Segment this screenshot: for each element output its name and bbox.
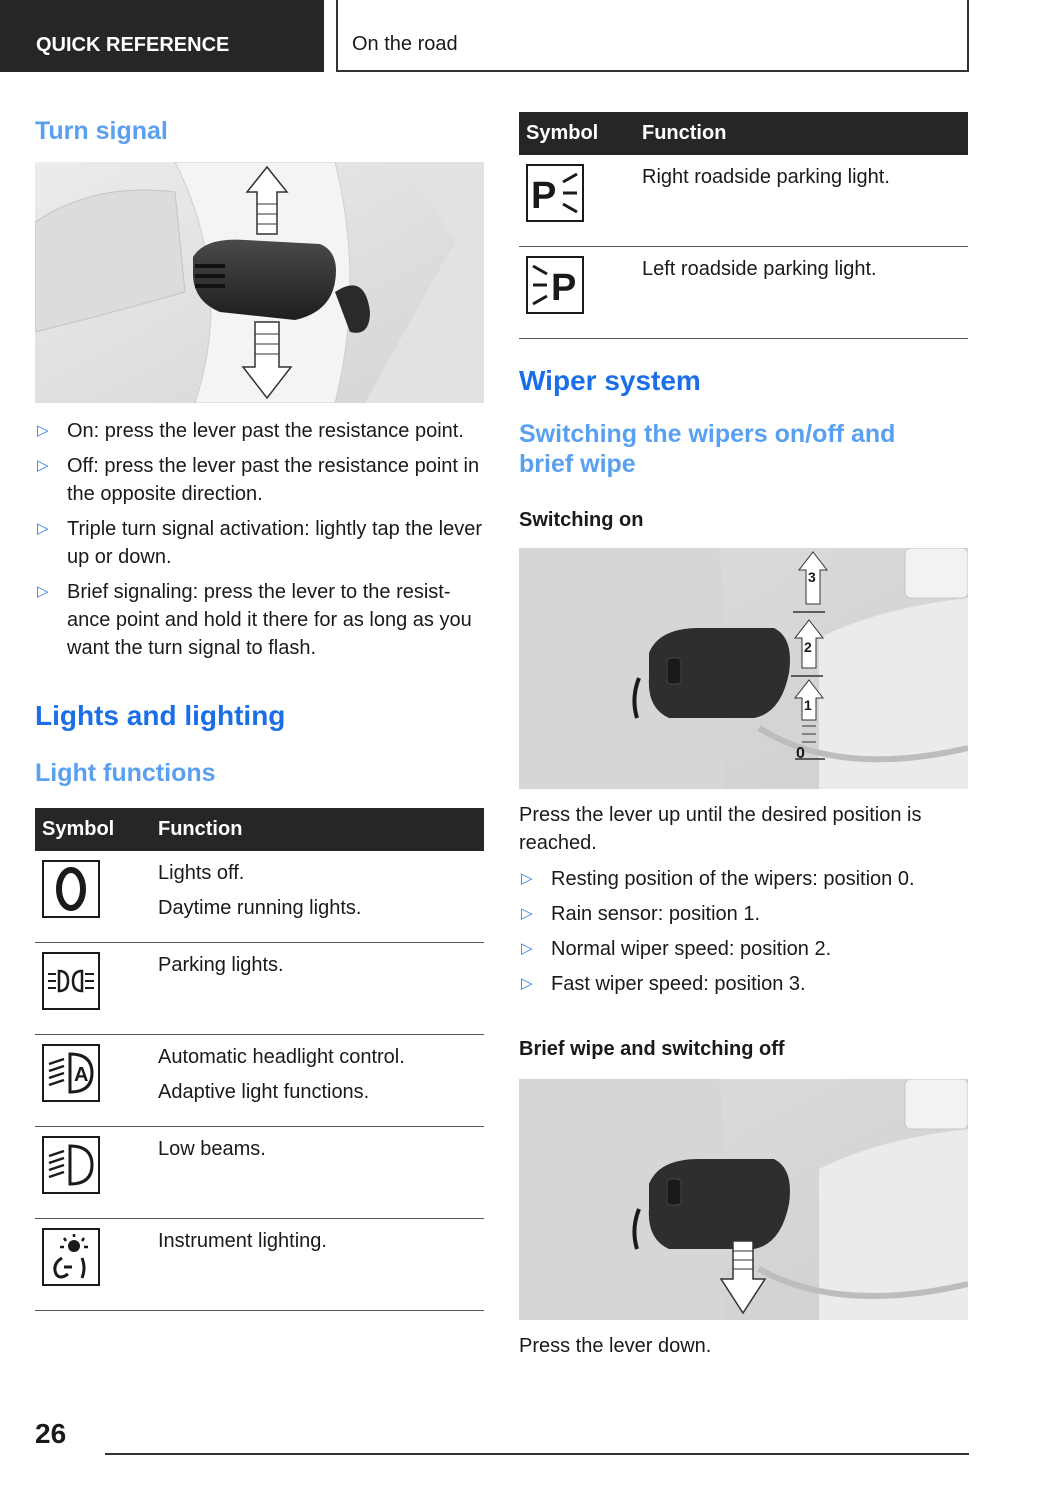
list-item: ▷ Normal wiper speed: position 2. xyxy=(521,938,832,960)
table-row: Low beams. xyxy=(35,1127,484,1219)
column-header-function: Function xyxy=(642,112,968,155)
low-beams-icon xyxy=(42,1136,100,1194)
list-item: ▷ On: press the lever past the resistance point. xyxy=(37,420,464,442)
bullet-triangle-icon: ▷ xyxy=(521,870,533,887)
bullet-triangle-icon: ▷ xyxy=(37,583,49,600)
bullet-triangle-icon: ▷ xyxy=(37,422,49,439)
list-item: ▷ Off: press the lever past the resistance point in the opposite direction. xyxy=(37,455,480,505)
bullet-triangle-icon: ▷ xyxy=(521,940,533,957)
wiper-position-1-label: 1 xyxy=(804,697,812,713)
right-parking-light-icon xyxy=(526,164,584,222)
brief-wipe-text: Press the lever down. xyxy=(519,1335,712,1357)
page-number: 26 xyxy=(35,1418,67,1449)
turn-signal-illustration xyxy=(35,162,484,403)
left-parking-light-icon xyxy=(526,256,584,314)
header-section-tab xyxy=(0,0,324,72)
lights-off-icon xyxy=(42,860,100,918)
switching-on-intro: Press the lever up until the desired position is reached. xyxy=(519,804,922,854)
table-row: Instrument lighting. xyxy=(35,1219,484,1311)
column-header-symbol: Symbol xyxy=(35,808,158,851)
list-item: ▷ Fast wiper speed: position 3. xyxy=(521,973,806,995)
table-row: A Automatic headlight control. Adaptive light functions. xyxy=(35,1035,484,1127)
column-header-symbol: Symbol xyxy=(519,112,642,155)
wiper-position-2-label: 2 xyxy=(804,639,812,655)
table-row: P Right roadside parking light. xyxy=(519,155,968,247)
wiper-brief-wipe-illustration xyxy=(519,1079,968,1320)
switching-on-bullets xyxy=(519,865,968,998)
bullet-triangle-icon: ▷ xyxy=(37,520,49,537)
wiper-switching-on-illustration xyxy=(519,548,968,789)
header-chapter-box xyxy=(336,0,969,72)
wiper-position-3-label: 3 xyxy=(808,569,816,585)
table-row: Parking lights. xyxy=(35,943,484,1035)
svg-text:P: P xyxy=(551,267,577,308)
brief-wipe-heading: Brief wipe and switching off xyxy=(519,1038,785,1060)
light-functions-heading: Light functions xyxy=(35,759,216,787)
list-item: ▷ Rain sensor: position 1. xyxy=(521,903,761,925)
svg-text:A: A xyxy=(74,1064,89,1086)
left-column xyxy=(35,112,484,1311)
switching-on-heading: Switching on xyxy=(519,509,644,531)
bullet-triangle-icon: ▷ xyxy=(521,975,533,992)
list-item: ▷ Brief signaling: press the lever to the resistance point and hold it there for as long as you want the turn signal to flash. xyxy=(37,581,472,659)
turn-signal-heading: Turn signal xyxy=(35,117,168,145)
bullet-triangle-icon: ▷ xyxy=(521,905,533,922)
bullet-triangle-icon: ▷ xyxy=(37,457,49,474)
wiper-switching-heading: Switching the wipers on/off and brief wipe xyxy=(519,420,896,478)
table-row: Lights off. Daytime running lights. xyxy=(35,851,484,943)
list-item: ▷ Triple turn signal activation: lightly tap the lever up or down. xyxy=(37,518,483,568)
auto-headlight-icon xyxy=(42,1044,100,1102)
header-chapter-label: On the road xyxy=(352,32,458,55)
turn-signal-bullets xyxy=(35,417,484,662)
parking-lights-table xyxy=(519,112,968,339)
table-row: P Left roadside parking light. xyxy=(519,247,968,339)
right-column xyxy=(519,112,968,1360)
light-functions-table xyxy=(35,808,484,1311)
wiper-system-heading: Wiper system xyxy=(519,365,701,396)
list-item: ▷ Resting position of the wipers: position 0. xyxy=(521,868,915,890)
column-header-function: Function xyxy=(158,808,484,851)
instrument-lighting-icon xyxy=(42,1228,100,1286)
wiper-position-0-label: 0 xyxy=(796,745,805,762)
header-section-label: QUICK REFERENCE xyxy=(36,33,230,56)
lights-heading: Lights and lighting xyxy=(35,700,286,731)
svg-text:P: P xyxy=(531,175,557,216)
parking-lights-icon xyxy=(42,952,100,1010)
footer-divider xyxy=(105,1453,969,1455)
